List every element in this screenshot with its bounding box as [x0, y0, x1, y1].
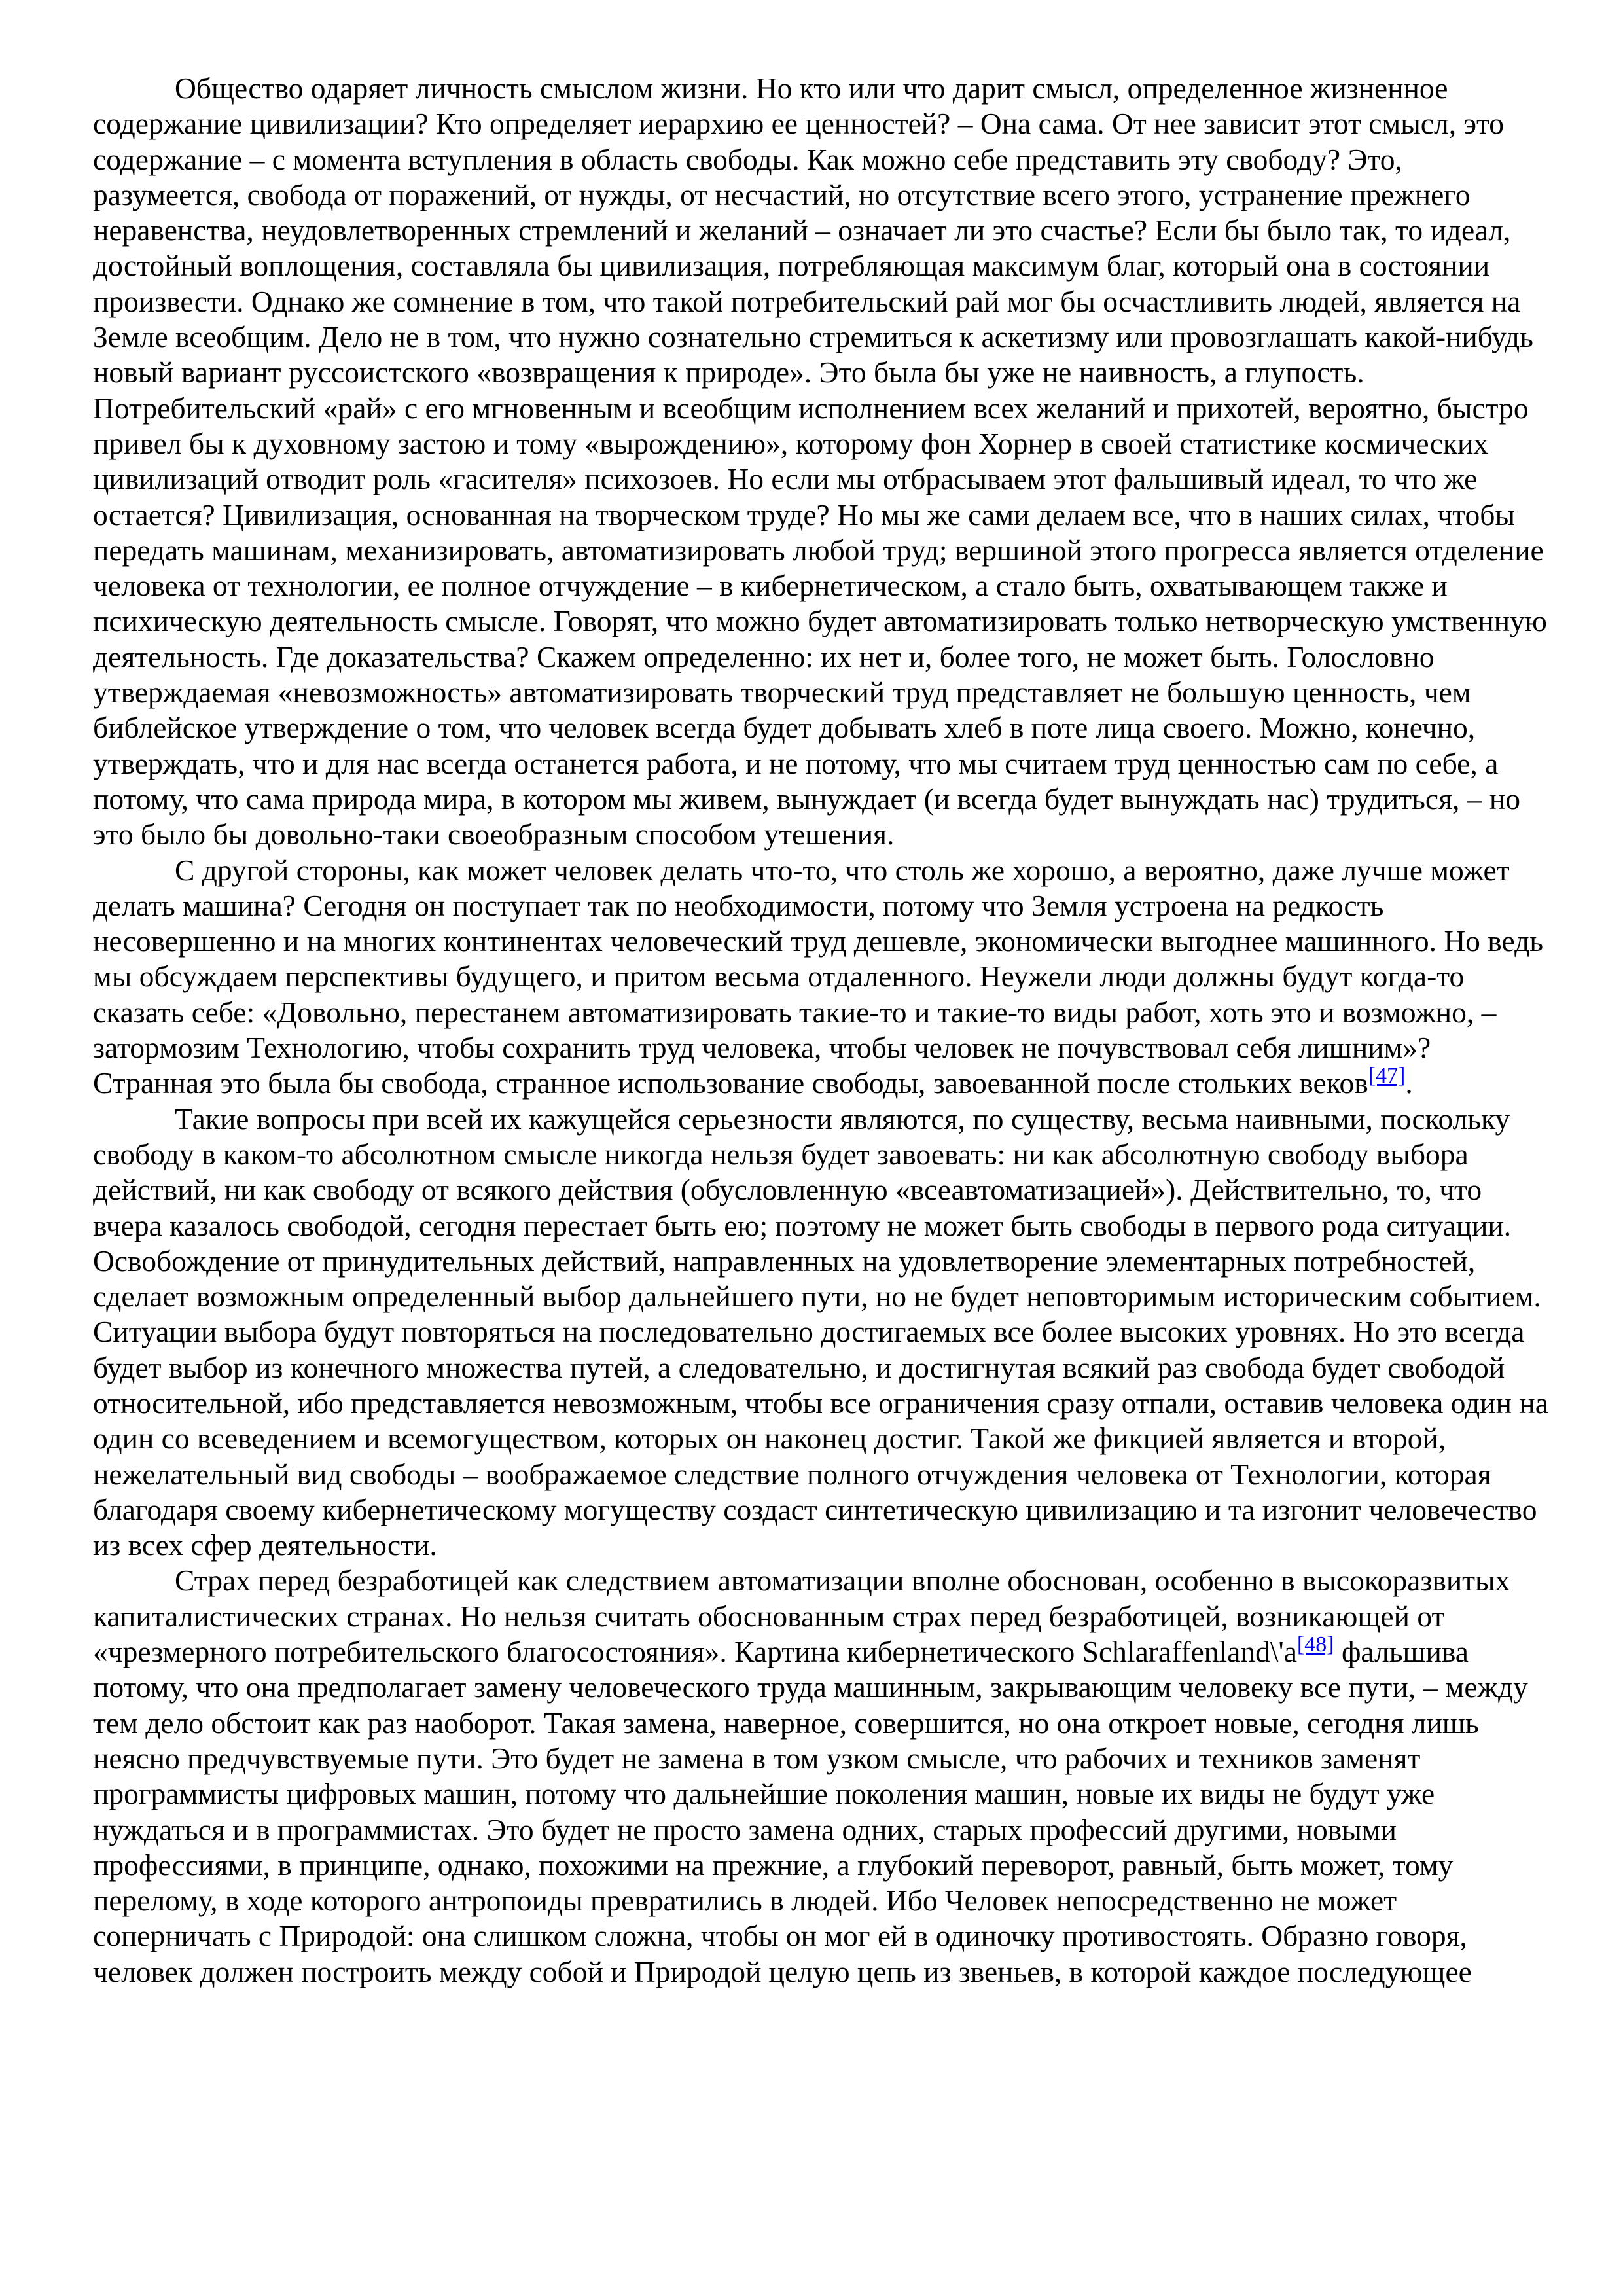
footnote-link-48[interactable]: [48]	[1296, 1632, 1334, 1657]
paragraph-text: Такие вопросы при всей их кажущейся серьезности являются, по существу, весьма наивными, поскольку свободу в каком-то абсолютном смысле никогда нельзя будет завоевать: ни как абсолютную свободу выбора действий, ни как свободу от всякого действия (обусловленную «всеавтоматизацией»). Действительно, то, что вчера казалось свободой, сегодня перестает быть ею; поэтому не может быть свободы в первого рода ситуации. Освобождение от принудительных действий, направленных на удовлетворение элементарных потребностей, сделает возможным определенный выбор дальнейшего пути, но не будет неповторимым историческим событием. Ситуации выбора будут повторяться на последовательно достигаемых все более высоких уровнях. Но это всегда будет выбор из конечного множества путей, а следовательно, и достигнутая всякий раз свобода будет свободой относительной, ибо представляется невозможным, чтобы все ограничения сразу отпали, оставив человека один на один со всеведением и всемогуществом, которых он наконец достиг. Такой же фикцией является и второй, нежелательный вид свободы – воображаемое следствие полного отчуждения человека от Технологии, которая благодаря своему кибернетическому могуществу создаст синтетическую цивилизацию и та изгонит человечество из всех сфер деятельности.	[93, 1102, 1548, 1562]
footnote-link-47[interactable]: [47]	[1368, 1064, 1406, 1088]
paragraph	[93, 853, 1554, 1102]
paragraph	[93, 1563, 1554, 1990]
paragraph-text: Страх перед безработицей как следствием автоматизации вполне обоснован, особенно в высокоразвитых капиталистических странах. Но нельзя считать обоснованным страх перед безработицей, возникающей от «чрезмерного потребительского благосостояния». Картина кибернетического Schlaraffenland\'a	[93, 1564, 1510, 1669]
document-page	[93, 71, 1554, 1990]
paragraph-text: Общество одаряет личность смыслом жизни. Но кто или что дарит смысл, определенное жизненное содержание цивилизации? Кто определяет иерархию ее ценностей? – Она сама. От нее зависит этот смысл, это содержание – с момента вступления в область свободы. Как можно себе представить эту свободу? Это, разумеется, свобода от поражений, от нужды, от несчастий, но отсутствие всего этого, устранение прежнего неравенства, неудовлетворенных стремлений и желаний – означает ли это счастье? Если бы было так, то идеал, достойный воплощения, составляла бы цивилизация, потребляющая максимум благ, который она в состоянии произвести. Однако же сомнение в том, что такой потребительский рай мог бы осчастливить людей, является на Земле всеобщим. Дело не в том, что нужно сознательно стремиться к аскетизму или провозглашать какой-нибудь новый вариант руссоистского «возвращения к природе». Это была бы уже не наивность, а глупость. Потребительский «рай» с его мгновенным и всеобщим исполнением всех желаний и прихотей, вероятно, быстро привел бы к духовному застою и тому «вырождению», которому фон Хорнер в своей статистике космических цивилизаций отводит роль «гасителя» психозоев. Но если мы отбрасываем этот фальшивый идеал, то что же остается? Цивилизация, основанная на творческом труде? Но мы же сами делаем все, что в наших силах, чтобы передать машинам, механизировать, автоматизировать любой труд; вершиной этого прогресса является отделение человека от технологии, ее полное отчуждение – в кибернетическом, а стало быть, охватывающем также и психическую деятельность смысле. Говорят, что можно будет автоматизировать только нетворческую умственную деятельность. Где доказательства? Скажем определенно: их нет и, более того, не может быть. Голословно утверждаемая «невозможность» автоматизировать творческий труд представляет не большую ценность, чем библейское утверждение о том, что человек всегда будет добывать хлеб в поте лица своего. Можно, конечно, утверждать, что и для нас всегда останется работа, и не потому, что мы считаем труд ценностью сам по себе, а потому, что сама природа мира, в котором мы живем, вынуждает (и всегда будет вынуждать нас) трудиться, – но это было бы довольно-таки своеобразным способом утешения.	[93, 71, 1547, 852]
paragraph	[93, 71, 1554, 853]
paragraph-text: С другой стороны, как может человек делать что-то, что столь же хорошо, а вероятно, даже лучше может делать машина? Сегодня он поступает так по необходимости, потому что Земля устроена на редкость несовершенно и на многих континентах человеческий труд дешевле, экономически выгоднее машинного. Но ведь мы обсуждаем перспективы будущего, и притом весьма отдаленного. Неужели люди должны будут когда-то сказать себе: «Довольно, перестанем автоматизировать такие-то и такие-то виды работ, хоть это и возможно, – затормозим Технологию, чтобы сохранить труд человека, чтобы человек не почувствовал себя лишним»? Странная это была бы свобода, странное использование свободы, завоеванной после стольких веков	[93, 853, 1544, 1100]
paragraph-text: фальшива потому, что она предполагает замену человеческого труда машинным, закрывающим человеку все пути, – между тем дело обстоит как раз наоборот. Такая замена, наверное, совершится, но она откроет новые, сегодня лишь неясно предчувствуемые пути. Это будет не замена в том узком смысле, что рабочих и техников заменят программисты цифровых машин, потому что дальнейшие поколения машин, новые их виды не будут уже нуждаться и в программистах. Это будет не просто замена одних, старых профессий другими, новыми профессиями, в принципе, однако, похожими на прежние, а глубокий переворот, равный, быть может, тому перелому, в ходе которого антропоиды превратились в людей. Ибо Человек непосредственно не может соперничать с Природой: она слишком сложна, чтобы он мог ей в одиночку противостоять. Образно говоря, человек должен построить между собой и Природой целую цепь из звеньев, в которой каждое последующее	[93, 1635, 1528, 1988]
paragraph-text: .	[1405, 1066, 1413, 1100]
paragraph	[93, 1102, 1554, 1564]
